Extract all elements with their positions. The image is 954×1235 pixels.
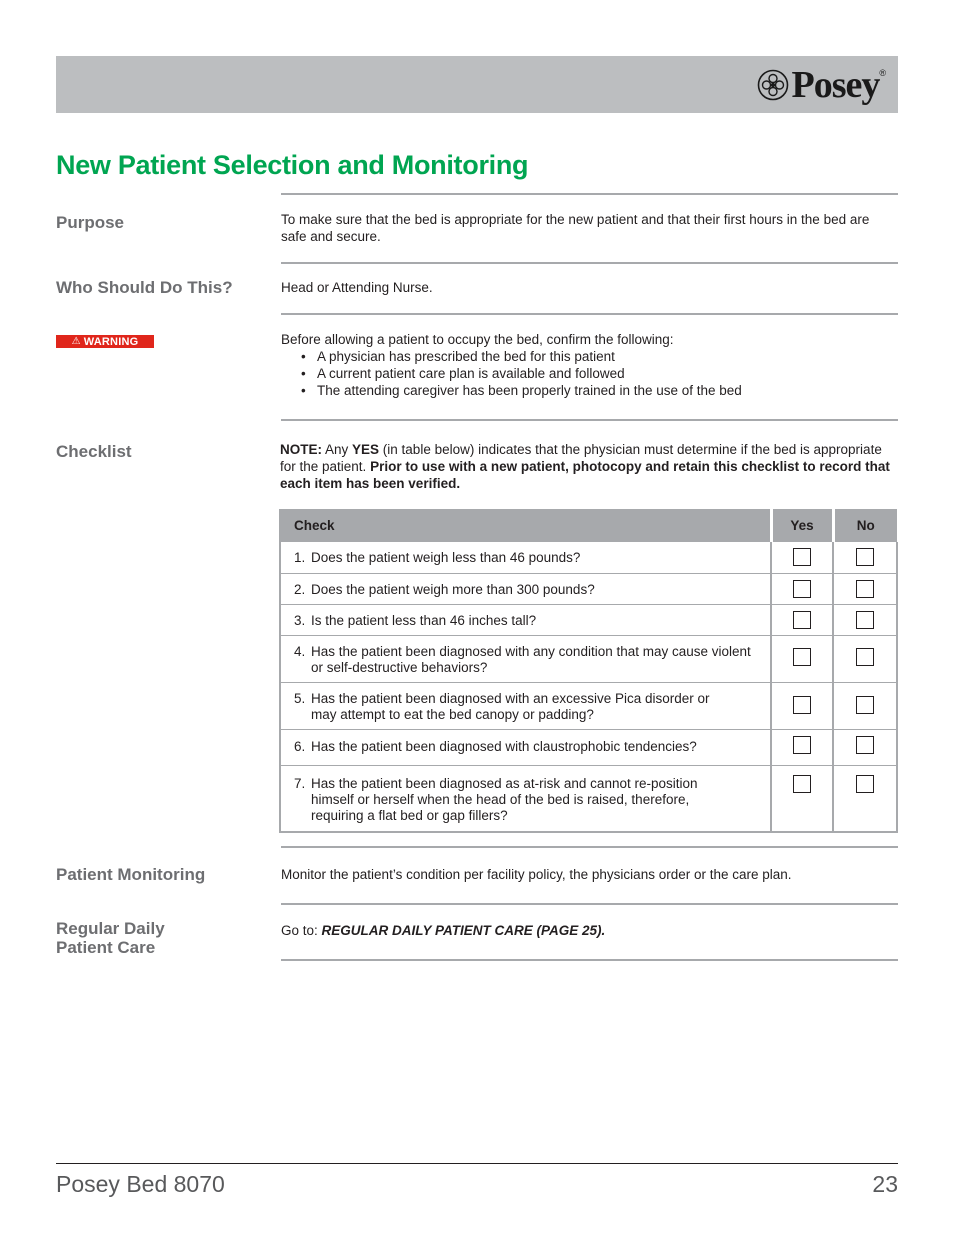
yes-cell <box>771 604 833 635</box>
note-label: NOTE: <box>280 442 322 457</box>
question-number: 6. <box>294 738 306 754</box>
yes-cell <box>771 765 833 832</box>
section-divider <box>281 419 898 421</box>
registered-mark: ® <box>879 68 886 78</box>
question-text: Is the patient less than 46 inches tall? <box>311 612 537 628</box>
yes-checkbox[interactable] <box>793 648 811 666</box>
no-checkbox[interactable] <box>856 775 874 793</box>
yes-cell <box>771 682 833 729</box>
question-text: Does the patient weigh more than 300 pounds? <box>311 581 595 597</box>
warning-intro: Before allowing a patient to occupy the bed, confirm the following: <box>281 332 674 347</box>
monitoring-text: Monitor the patient’s condition per facility policy, the physicians order or the care plan. <box>281 867 792 882</box>
posey-emblem-icon <box>757 69 789 101</box>
section-divider <box>281 903 898 905</box>
header-bar <box>56 56 898 113</box>
warning-content <box>281 331 898 399</box>
who-text: Head or Attending Nurse. <box>281 280 433 295</box>
question-cell <box>280 573 771 604</box>
monitoring-label: Patient Monitoring <box>56 865 206 884</box>
daily-care-label-line: Patient Care <box>56 938 156 957</box>
posey-logo <box>757 64 886 106</box>
question-text: Has the patient been diagnosed with claustrophobic tendencies? <box>311 738 697 754</box>
no-cell <box>833 604 897 635</box>
purpose-text: To make sure that the bed is appropriate for the new patient and that their first hours in the bed are safe and secure. <box>281 212 870 244</box>
no-checkbox[interactable] <box>856 696 874 714</box>
no-checkbox[interactable] <box>856 580 874 598</box>
brand-name: Posey <box>791 64 880 106</box>
yes-cell <box>771 635 833 682</box>
table-header-row <box>280 509 897 542</box>
note-instruction: Prior to use with a new patient, photocopy and retain this checklist to record that each item has been verified. <box>280 459 890 491</box>
footer-product-name: Posey Bed 8070 <box>56 1171 225 1197</box>
column-header-yes: Yes <box>771 509 833 542</box>
question-number: 3. <box>294 612 306 628</box>
checklist-label: Checklist <box>56 442 132 461</box>
yes-checkbox[interactable] <box>793 736 811 754</box>
no-cell <box>833 635 897 682</box>
footer-divider <box>56 1163 898 1164</box>
page-title: New Patient Selection and Monitoring <box>56 150 529 180</box>
question-number: 1. <box>294 550 306 565</box>
no-cell <box>833 729 897 765</box>
list-item: • The attending caregiver has been properly trained in the use of the bed <box>301 382 898 399</box>
question-cell <box>280 604 771 635</box>
question-cell <box>280 542 771 573</box>
question-cell <box>280 729 771 765</box>
daily-care-text <box>281 922 898 939</box>
yes-checkbox[interactable] <box>793 548 811 566</box>
no-checkbox[interactable] <box>856 648 874 666</box>
page-number: 23 <box>872 1171 898 1197</box>
question-number: 4. <box>294 643 306 659</box>
daily-care-label-line: Regular Daily <box>56 919 165 938</box>
question-cell <box>280 765 771 832</box>
table-row <box>280 682 897 729</box>
no-cell <box>833 542 897 573</box>
goto-text: Go to: <box>281 923 322 938</box>
question-cell <box>280 682 771 729</box>
daily-care-link[interactable]: REGULAR DAILY PATIENT CARE (PAGE 25). <box>321 923 606 938</box>
table-row <box>280 635 897 682</box>
yes-checkbox[interactable] <box>793 775 811 793</box>
note-text: Any <box>322 442 353 457</box>
checklist-table <box>279 509 898 833</box>
note-text: (in table below) indicates that the physician must determine if the bed is appropriate for the patient. <box>280 442 882 474</box>
question-number: 5. <box>294 690 306 706</box>
section-divider <box>281 313 898 315</box>
column-header-no: No <box>833 509 897 542</box>
purpose-label: Purpose <box>56 213 125 232</box>
table-row <box>280 573 897 604</box>
table-row <box>280 765 897 832</box>
yes-cell <box>771 542 833 573</box>
yes-cell <box>771 729 833 765</box>
section-divider <box>281 193 898 195</box>
question-number: 2. <box>294 581 306 597</box>
no-cell <box>833 573 897 604</box>
daily-care-label <box>56 919 165 957</box>
warning-triangle-icon: ⚠ <box>71 336 81 347</box>
no-cell <box>833 682 897 729</box>
table-row <box>280 604 897 635</box>
question-text: Has the patient been diagnosed with an excessive Pica disorder or may attempt to eat the bed canopy or padding? <box>311 690 710 722</box>
who-label: Who Should Do This? <box>56 278 233 297</box>
table-row <box>280 542 897 573</box>
no-checkbox[interactable] <box>856 548 874 566</box>
warning-badge-label: WARNING <box>83 335 139 348</box>
checklist-note <box>280 441 900 492</box>
yes-checkbox[interactable] <box>793 580 811 598</box>
yes-cell <box>771 573 833 604</box>
section-divider <box>281 846 898 848</box>
list-item: • A current patient care plan is available and followed <box>301 365 898 382</box>
note-yes: YES <box>352 442 380 457</box>
question-text: Has the patient been diagnosed with any condition that may cause violent or self-destructive behaviors? <box>311 643 751 675</box>
question-text: Does the patient weigh less than 46 pounds? <box>311 550 581 565</box>
question-cell <box>280 635 771 682</box>
table-row <box>280 729 897 765</box>
no-checkbox[interactable] <box>856 611 874 629</box>
warning-bullet-list <box>281 348 898 399</box>
column-header-check: Check <box>280 509 771 542</box>
yes-checkbox[interactable] <box>793 696 811 714</box>
section-divider <box>281 959 898 961</box>
no-checkbox[interactable] <box>856 736 874 754</box>
yes-checkbox[interactable] <box>793 611 811 629</box>
question-number: 7. <box>294 775 306 791</box>
list-item: • A physician has prescribed the bed for this patient <box>301 348 898 365</box>
warning-badge <box>56 335 154 348</box>
no-cell <box>833 765 897 832</box>
section-divider <box>281 262 898 264</box>
question-text: Has the patient been diagnosed as at-risk and cannot re-position himself or herself when the head of the bed is raised, therefore, requiring a flat bed or gap fillers? <box>311 775 698 823</box>
